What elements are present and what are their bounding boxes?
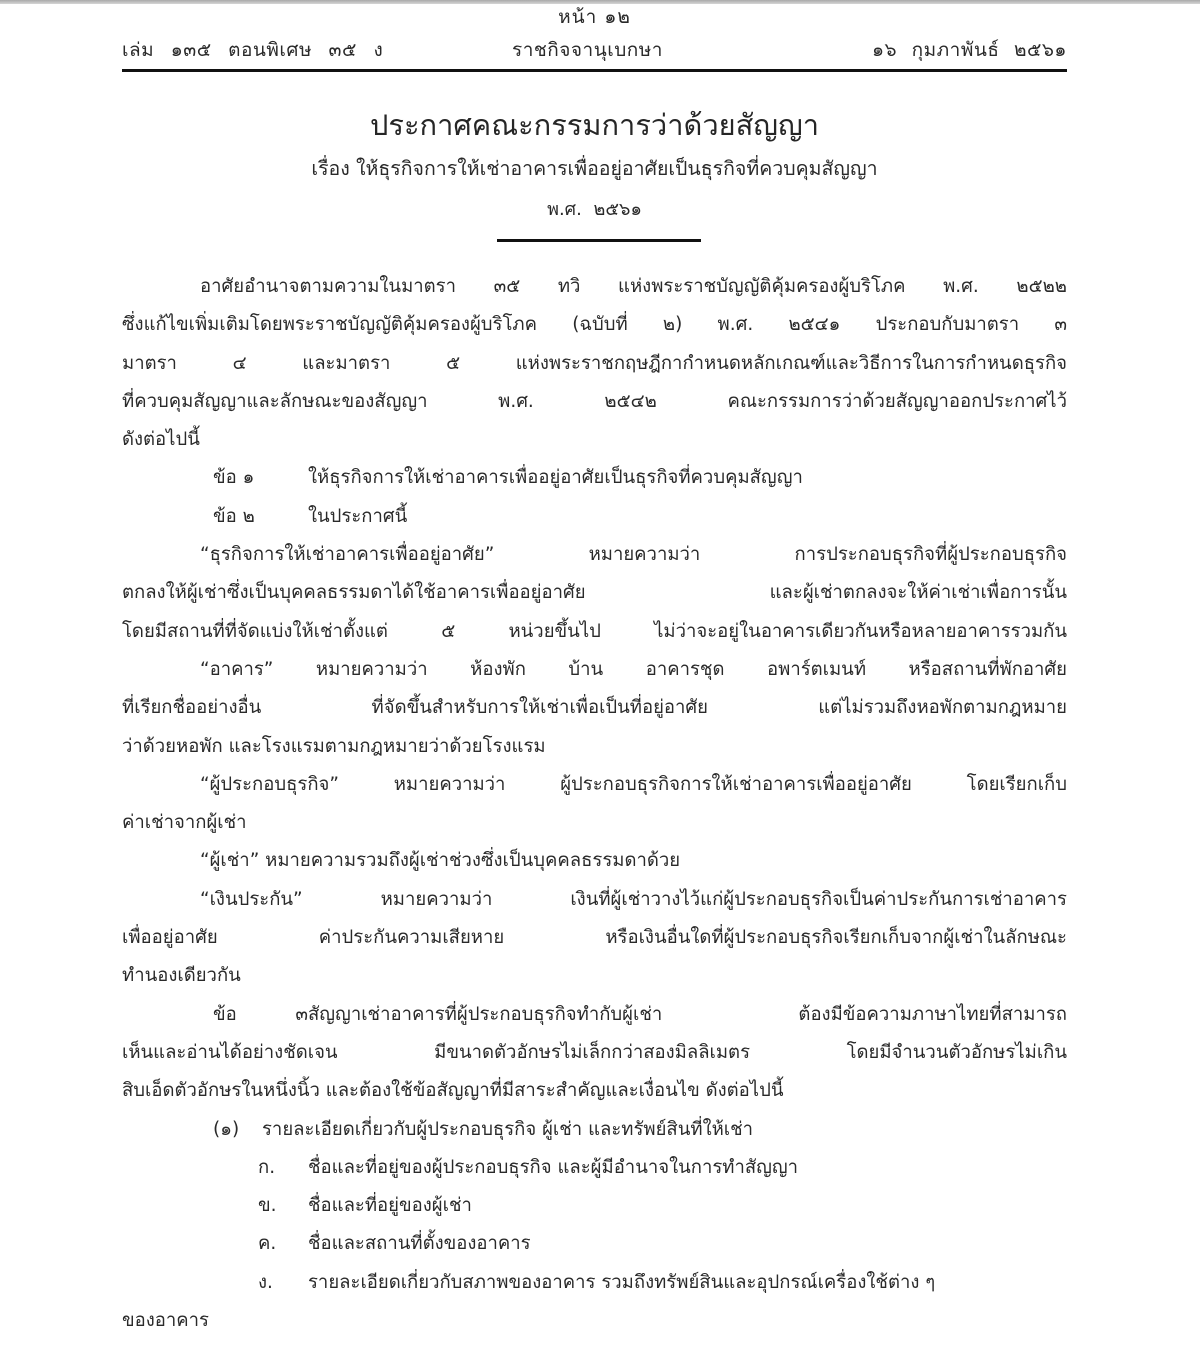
text-line: “ผู้ประกอบธุรกิจ” หมายความว่า ผู้ประกอบธุรกิจการให้เช่าอาคารเพื่ออยู่อาศัย โดยเรียกเก็บ: [200, 773, 1067, 795]
subitem-text: ชื่อและที่อยู่ของผู้ประกอบธุรกิจ และผู้มีอำนาจในการทำสัญญา: [308, 1156, 799, 1178]
page-number: หน้า ๑๒: [558, 6, 631, 28]
text-line: อาศัยอำนาจตามความในมาตรา ๓๕ ทวิ แห่งพระราชบัญญัติคุ้มครองผู้บริโภค พ.ศ. ๒๕๒๒: [200, 276, 1067, 297]
gazette-header: [122, 35, 1067, 65]
text-line: “เงินประกัน” หมายความว่า เงินที่ผู้เช่าวางไว้แก่ผู้ประกอบธุรกิจเป็นค่าประกันการเช่าอาคาร: [200, 888, 1067, 910]
text-line: ทำนองเดียวกัน: [122, 965, 241, 987]
item-text: รายละเอียดเกี่ยวกับผู้ประกอบธุรกิจ ผู้เช่า และทรัพย์สินที่ให้เช่า: [262, 1118, 754, 1140]
subitem-b: [122, 1187, 1067, 1225]
definition-business: [122, 536, 1067, 651]
subitem-text: ชื่อและสถานที่ตั้งของอาคาร: [308, 1233, 531, 1255]
clause-2: [122, 498, 1067, 536]
clause-label: ข้อ ๑: [213, 467, 255, 489]
clause-text: ให้ธุรกิจการให้เช่าอาคารเพื่ออยู่อาศัยเป็นธุรกิจที่ควบคุมสัญญา: [308, 467, 803, 489]
text-line: ที่ควบคุมสัญญาและลักษณะของสัญญา พ.ศ. ๒๕๔๒ คณะกรรมการว่าด้วยสัญญาออกประกาศไว้: [122, 390, 1067, 412]
text-line: “ธุรกิจการให้เช่าอาคารเพื่ออยู่อาศัย” หมายความว่า การประกอบธุรกิจที่ผู้ประกอบธุรกิจ: [200, 544, 1067, 566]
document-year: พ.ศ. ๒๕๖๑: [547, 199, 642, 220]
clause-label: ข้อ ๒: [213, 505, 255, 527]
text-line: ตกลงให้ผู้เช่าซึ่งเป็นบุคคลธรรมดาได้ใช้อาคารเพื่ออยู่อาศัย และผู้เช่าตกลงจะให้ค่าเช่าเพื่อการนั้น: [122, 582, 1067, 604]
clause-3: [122, 996, 1067, 1111]
subitem-number: ก.: [258, 1156, 276, 1178]
text-line: “ผู้เช่า” หมายความรวมถึงผู้เช่าช่วงซึ่งเป็นบุคคลธรรมดาด้วย: [200, 850, 681, 872]
subitem-number: ข.: [258, 1195, 277, 1217]
text-line: ดังต่อไปนี้: [122, 429, 200, 451]
text-line: เห็นและอ่านได้อย่างชัดเจน มีขนาดตัวอักษรไม่เล็กกว่าสองมิลลิเมตร โดยมีจำนวนตัวอักษรไม่เกิน: [122, 1041, 1067, 1063]
volume-issue: เล่ม ๑๓๕ ตอนพิเศษ ๓๕ ง: [122, 39, 384, 61]
publication-name: ราชกิจจานุเบกษา: [512, 39, 663, 61]
preamble-paragraph: [122, 268, 1067, 459]
text-line: ที่เรียกชื่ออย่างอื่น ที่จัดขึ้นสำหรับการให้เช่าเพื่อเป็นที่อยู่อาศัย แต่ไม่รวมถึงหอพักตามกฎหมาย: [122, 697, 1067, 719]
subitem-c: [122, 1225, 1067, 1263]
text-line: “อาคาร” หมายความว่า ห้องพัก บ้าน อาคารชุด อพาร์ตเมนท์ หรือสถานที่พักอาศัย: [200, 658, 1067, 680]
text-line: [122, 996, 1067, 1034]
item-1: [122, 1111, 1067, 1341]
clause-text: ในประกาศนี้: [308, 505, 408, 527]
subitem-text: ชื่อและที่อยู่ของผู้เช่า: [308, 1195, 472, 1217]
document-title: ประกาศคณะกรรมการว่าด้วยสัญญา: [369, 108, 820, 142]
subitem-a: [122, 1149, 1067, 1187]
text-line: ว่าด้วยหอพัก และโรงแรมตามกฎหมายว่าด้วยโรงแรม: [122, 735, 546, 757]
definition-tenant: [122, 842, 1067, 880]
text-line: โดยมีสถานที่ที่จัดแบ่งให้เช่าตั้งแต่ ๕ หน่วยขึ้นไป ไม่ว่าจะอยู่ในอาคารเดียวกันหรือหลายอาคารรวมกัน: [122, 620, 1067, 642]
item-heading: [122, 1111, 1067, 1149]
definition-operator: [122, 766, 1067, 843]
header-divider: [122, 69, 1067, 72]
clause-text: สัญญาเช่าอาคารที่ผู้ประกอบธุรกิจทำกับผู้เช่า ต้องมีข้อความภาษาไทยที่สามารถ: [308, 1003, 1067, 1025]
definition-deposit: [122, 881, 1067, 996]
text-line: สิบเอ็ดตัวอักษรในหนึ่งนิ้ว และต้องใช้ข้อสัญญาที่มีสาระสำคัญและเงื่อนไข ดังต่อไปนี้: [122, 1080, 784, 1102]
definition-building: [122, 651, 1067, 766]
subitem-text: รายละเอียดเกี่ยวกับสภาพของอาคาร รวมถึงทรัพย์สินและอุปกรณ์เครื่องใช้ต่าง ๆ: [308, 1271, 936, 1293]
text-line: ของอาคาร: [122, 1310, 209, 1332]
text-line: มาตรา ๔ และมาตรา ๕ แห่งพระราชกฤษฎีกากำหนดหลักเกณฑ์และวิธีการในการกำหนดธุรกิจ: [122, 352, 1067, 374]
item-number: (๑): [213, 1118, 240, 1140]
subitem-number: ง.: [258, 1271, 273, 1293]
subitem-number: ค.: [258, 1233, 277, 1255]
document-subject: เรื่อง ให้ธุรกิจการให้เช่าอาคารเพื่ออยู่อาศัยเป็นธุรกิจที่ควบคุมสัญญา: [311, 157, 878, 180]
publication-date: ๑๖ กุมภาพันธ์ ๒๕๖๑: [871, 39, 1067, 61]
text-line: ค่าเช่าจากผู้เช่า: [122, 812, 247, 834]
title-divider: [497, 239, 701, 242]
clause-label: ข้อ ๓: [213, 1003, 308, 1025]
subitem-d: [122, 1264, 1067, 1302]
document-body: [122, 268, 1067, 1340]
text-line: ซึ่งแก้ไขเพิ่มเติมโดยพระราชบัญญัติคุ้มครองผู้บริโภค (ฉบับที่ ๒) พ.ศ. ๒๕๔๑ ประกอบกับมาตรา ๓: [122, 314, 1067, 336]
clause-1: [122, 459, 1067, 497]
text-line: เพื่ออยู่อาศัย ค่าประกันความเสียหาย หรือเงินอื่นใดที่ผู้ประกอบธุรกิจเรียกเก็บจากผู้เช่าในลักษณะ: [122, 927, 1067, 949]
